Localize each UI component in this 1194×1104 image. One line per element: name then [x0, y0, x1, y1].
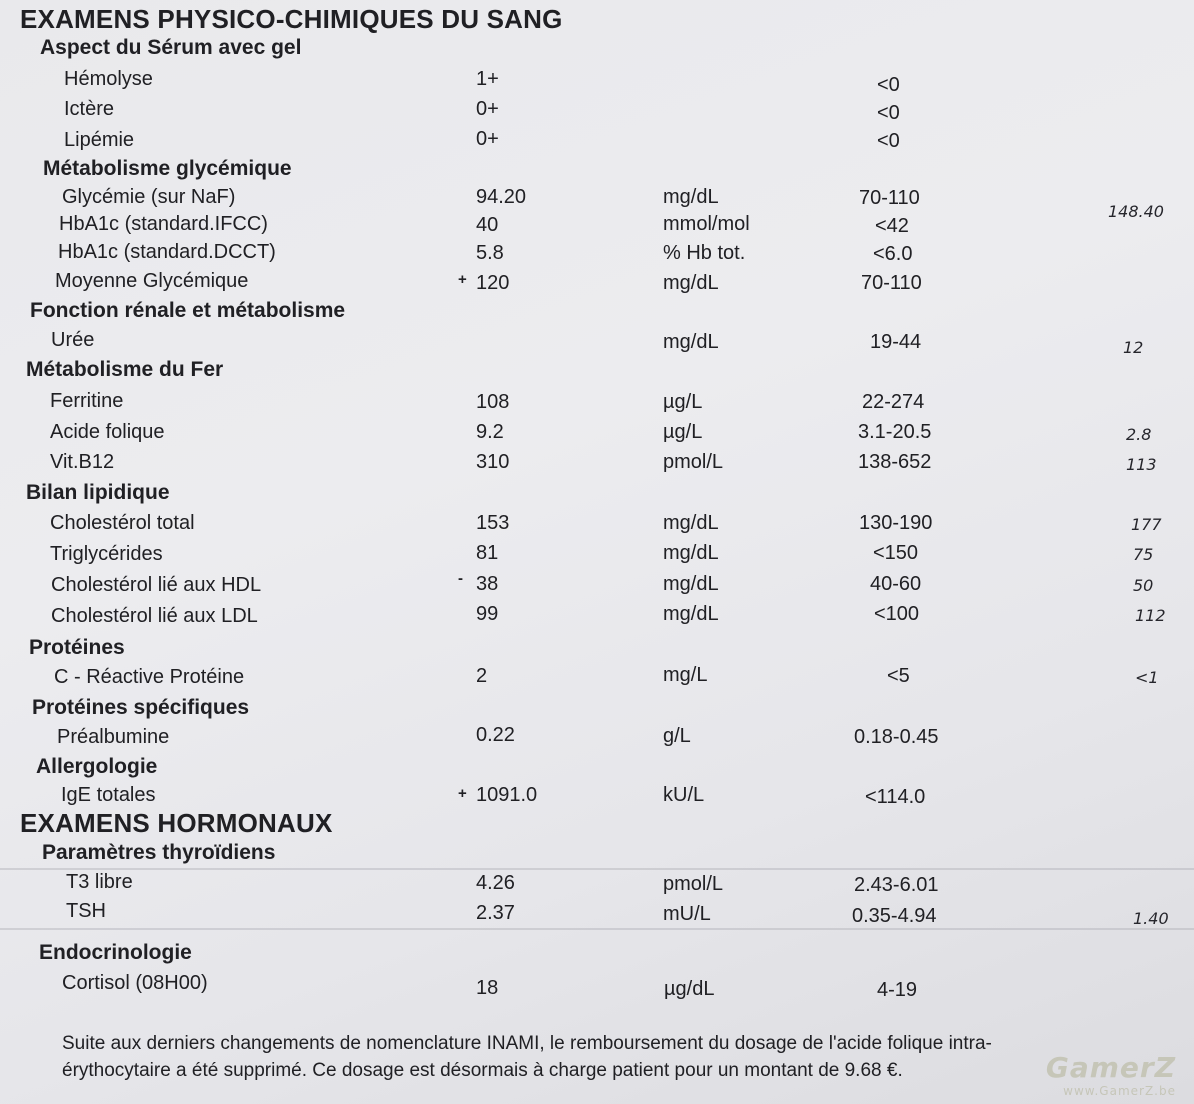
footer-line: érythocytaire a été supprimé. Ce dosage est désormais à charge patient pour un montant de 9.68 €.: [62, 1060, 903, 1081]
reference-range: <5: [887, 665, 910, 687]
section-title: EXAMENS PHYSICO-CHIMIQUES DU SANG: [20, 4, 563, 34]
reference-range: 0.35-4.94: [852, 905, 937, 927]
test-name: Hémolyse: [64, 68, 153, 90]
unit: mg/dL: [663, 603, 719, 625]
test-name: Triglycérides: [50, 543, 163, 565]
abnormal-flag: +: [458, 785, 467, 802]
unit: mg/dL: [663, 272, 719, 294]
reference-range: 3.1-20.5: [858, 421, 932, 443]
unit: mg/dL: [663, 186, 719, 208]
test-name: Préalbumine: [57, 726, 170, 748]
test-value: 38: [476, 573, 499, 595]
unit: mU/L: [663, 903, 711, 925]
group-title: Allergologie: [36, 755, 158, 778]
test-name: Moyenne Glycémique: [55, 270, 249, 292]
unit: mg/dL: [663, 573, 719, 595]
test-value: 4.26: [476, 872, 515, 894]
test-name: Glycémie (sur NaF): [62, 186, 236, 208]
paper-fold: [0, 928, 1194, 930]
test-name: Vit.B12: [50, 451, 115, 473]
reference-range: 4-19: [877, 979, 918, 1001]
test-value: 0.22: [476, 724, 515, 746]
handwritten-note: 50: [1133, 576, 1154, 595]
handwritten-note: 112: [1135, 606, 1166, 625]
test-name: Ferritine: [50, 390, 124, 412]
reference-range: 19-44: [870, 331, 922, 353]
test-name: Ictère: [64, 98, 115, 120]
paper-fold: [0, 868, 1194, 870]
group-title: Métabolisme glycémique: [43, 157, 292, 180]
test-name: TSH: [66, 900, 106, 922]
test-name: IgE totales: [61, 784, 156, 806]
unit: % Hb tot.: [663, 242, 746, 264]
unit: mmol/mol: [663, 213, 750, 235]
handwritten-note: <1: [1135, 668, 1159, 687]
test-value: 40: [476, 214, 499, 236]
test-name: Cortisol (08H00): [62, 972, 208, 994]
watermark-title: GamerZ: [1045, 1051, 1176, 1084]
test-name: Cholestérol lié aux LDL: [51, 605, 258, 627]
section-title: EXAMENS HORMONAUX: [20, 808, 333, 838]
test-name: Acide folique: [50, 421, 165, 443]
abnormal-flag: +: [458, 271, 467, 288]
test-value: 99: [476, 603, 499, 625]
test-name: T3 libre: [66, 871, 133, 893]
test-value: 2: [476, 665, 488, 687]
handwritten-note: 177: [1131, 515, 1162, 534]
test-value: 9.2: [476, 421, 504, 443]
group-title: Métabolisme du Fer: [26, 358, 224, 381]
handwritten-note: 113: [1126, 455, 1157, 474]
test-name: C - Réactive Protéine: [54, 666, 245, 688]
test-value: 0+: [476, 128, 499, 150]
test-value: 153: [476, 512, 510, 534]
reference-range: 22-274: [862, 391, 925, 413]
reference-range: 0.18-0.45: [854, 726, 939, 748]
abnormal-flag: -: [458, 570, 463, 587]
unit: µg/dL: [664, 978, 715, 1000]
group-title: Protéines spécifiques: [32, 696, 250, 719]
group-title: Fonction rénale et métabolisme: [30, 299, 346, 322]
footer-line: Suite aux derniers changements de nomenclature INAMI, le remboursement du dosage de l'acide folique intra-: [62, 1033, 992, 1054]
test-value: 120: [476, 272, 510, 294]
handwritten-note: 75: [1133, 545, 1154, 564]
reference-range: <0: [877, 74, 900, 96]
watermark: [1046, 1051, 1176, 1098]
handwritten-note: 1.40: [1133, 909, 1169, 928]
reference-range: <42: [875, 215, 909, 237]
test-name: Lipémie: [64, 129, 135, 151]
test-value: 310: [476, 451, 510, 473]
unit: mg/L: [663, 664, 708, 686]
test-value: 0+: [476, 98, 499, 120]
test-name: HbA1c (standard.DCCT): [58, 241, 276, 263]
test-value: 94.20: [476, 186, 527, 208]
reference-range: 70-110: [861, 272, 922, 294]
test-value: 1091.0: [476, 784, 538, 806]
unit: kU/L: [663, 784, 705, 806]
test-value: 18: [476, 977, 499, 999]
test-value: 2.37: [476, 902, 515, 924]
group-title: Bilan lipidique: [26, 481, 170, 504]
reference-range: <0: [877, 102, 900, 124]
test-name: Urée: [51, 329, 95, 351]
unit: pmol/L: [663, 451, 724, 473]
group-title: Endocrinologie: [39, 941, 192, 964]
watermark-url: www.GamerZ.be: [1063, 1084, 1176, 1098]
reference-range: 130-190: [859, 512, 933, 534]
reference-range: 70-110: [859, 187, 920, 209]
handwritten-note: 2.8: [1126, 425, 1152, 444]
group-title: Paramètres thyroïdiens: [42, 841, 276, 864]
reference-range: <150: [873, 542, 919, 564]
reference-range: 138-652: [858, 451, 932, 473]
unit: µg/L: [663, 421, 703, 443]
reference-range: 2.43-6.01: [854, 874, 939, 896]
test-name: Cholestérol total: [50, 512, 195, 534]
group-title: Protéines: [29, 636, 125, 659]
test-value: 108: [476, 391, 510, 413]
test-value: 81: [476, 542, 499, 564]
reference-range: 40-60: [870, 573, 922, 595]
unit: g/L: [663, 725, 691, 747]
reference-range: <0: [877, 130, 900, 152]
test-name: Cholestérol lié aux HDL: [51, 574, 262, 596]
unit: µg/L: [663, 391, 703, 413]
reference-range: <114.0: [865, 786, 926, 808]
test-name: HbA1c (standard.IFCC): [59, 213, 268, 235]
handwritten-note: 148.40: [1108, 202, 1164, 221]
handwritten-note: 12: [1123, 338, 1144, 357]
unit: mg/dL: [663, 542, 719, 564]
reference-range: <100: [874, 603, 920, 625]
test-value: 1+: [476, 68, 499, 90]
unit: mg/dL: [663, 331, 719, 353]
reference-range: <6.0: [873, 243, 913, 265]
unit: mg/dL: [663, 512, 719, 534]
unit: pmol/L: [663, 873, 724, 895]
footer-note: [62, 1030, 1162, 1084]
test-value: 5.8: [476, 242, 504, 264]
group-title: Aspect du Sérum avec gel: [40, 36, 302, 59]
